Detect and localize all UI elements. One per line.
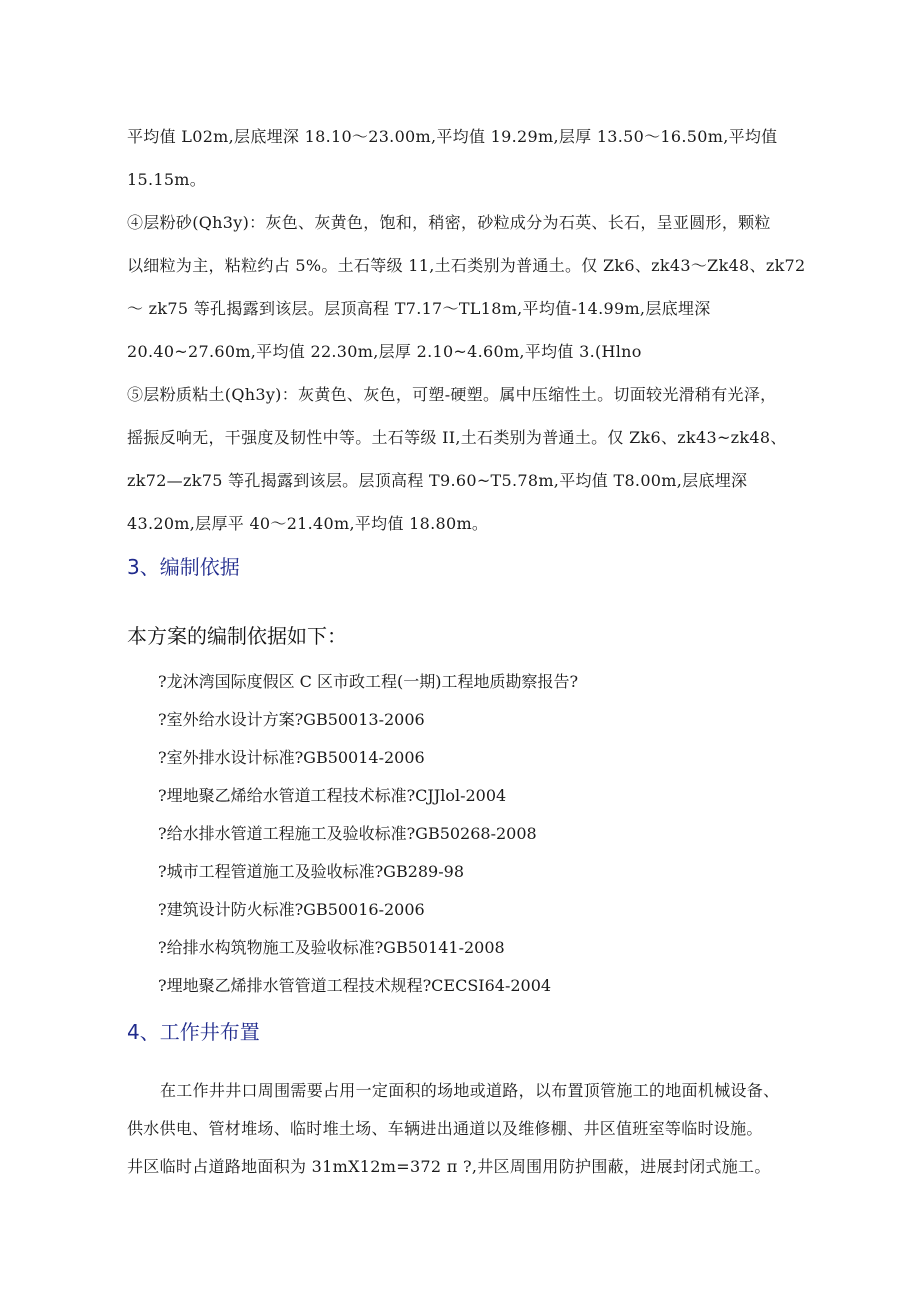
reference-item: ?室外排水设计标准?GB50014-2006 (158, 748, 425, 767)
reference-item: ?建筑设计防火标准?GB50016-2006 (158, 900, 425, 919)
geology-line: 平均值 L02m,层底埋深 18.10～23.00m,平均值 19.29m,层厚 13.50～16.50m,平均值 (127, 127, 778, 146)
geology-line: zk72—zk75 等孔揭露到该层。层顶高程 T9.60~T5.78m,平均值 T8.00m,层底埋深 (127, 471, 748, 490)
body-line: 在工作井井口周围需要占用一定面积的场地或道路，以布置顶管施工的地面机械设备、 (160, 1081, 780, 1100)
geology-line: 43.20m,层厚平 40～21.40m,平均值 18.80m。 (127, 514, 489, 533)
geology-line: 以细粒为主，粘粒约占 5%。土石等级 11,土石类别为普通土。仅 Zk6、zk43～Zk48、zk72 (127, 256, 806, 275)
body-line: 供水供电、管材堆场、临时堆土场、车辆进出通道以及维修棚、井区值班室等临时设施。 (127, 1119, 763, 1138)
geology-line: 20.40~27.60m,平均值 22.30m,层厚 2.10~4.60m,平均值 3.(Hlno (127, 342, 642, 361)
geology-line: 15.15m。 (127, 170, 207, 189)
body-line: 井区临时占道路地面积为 31mX12m=372 π ?,井区周围用防护围蔽，进展封闭式施工。 (127, 1157, 771, 1176)
reference-item: ?龙沐湾国际度假区 C 区市政工程(一期)工程地质勘察报告? (158, 672, 579, 691)
reference-item: ?城市工程管道施工及验收标准?GB289-98 (158, 862, 465, 881)
reference-item: ?室外给水设计方案?GB50013-2006 (158, 710, 425, 729)
geology-line: ～ zk75 等孔揭露到该层。层顶高程 T7.17～TL18m,平均值-14.99m,层底埋深 (127, 299, 711, 318)
reference-item: ?埋地聚乙烯排水管管道工程技术规程?CECSI64-2004 (158, 976, 552, 995)
section-intro: 本方案的编制依据如下： (127, 624, 347, 648)
section-heading: 4、工作井布置 (127, 1020, 260, 1044)
section-heading: 3、编制依据 (127, 555, 240, 579)
reference-item: ?埋地聚乙烯给水管道工程技术标准?CJJlol-2004 (158, 786, 507, 805)
reference-item: ?给排水构筑物施工及验收标准?GB50141-2008 (158, 938, 505, 957)
geology-line: ④层粉砂(Qh3y)：灰色、灰黄色，饱和，稍密，砂粒成分为石英、长石，呈亚圆形，颗粒 (127, 213, 771, 232)
reference-item: ?给水排水管道工程施工及验收标准?GB50268-2008 (158, 824, 537, 843)
geology-line: 摇振反响无，干强度及韧性中等。土石等级 II,土石类别为普通土。仅 Zk6、zk43~zk48、 (127, 428, 787, 447)
geology-line: ⑤层粉质粘土(Qh3y)：灰黄色、灰色，可塑-硬塑。属中压缩性土。切面较光滑稍有光泽， (127, 385, 777, 404)
